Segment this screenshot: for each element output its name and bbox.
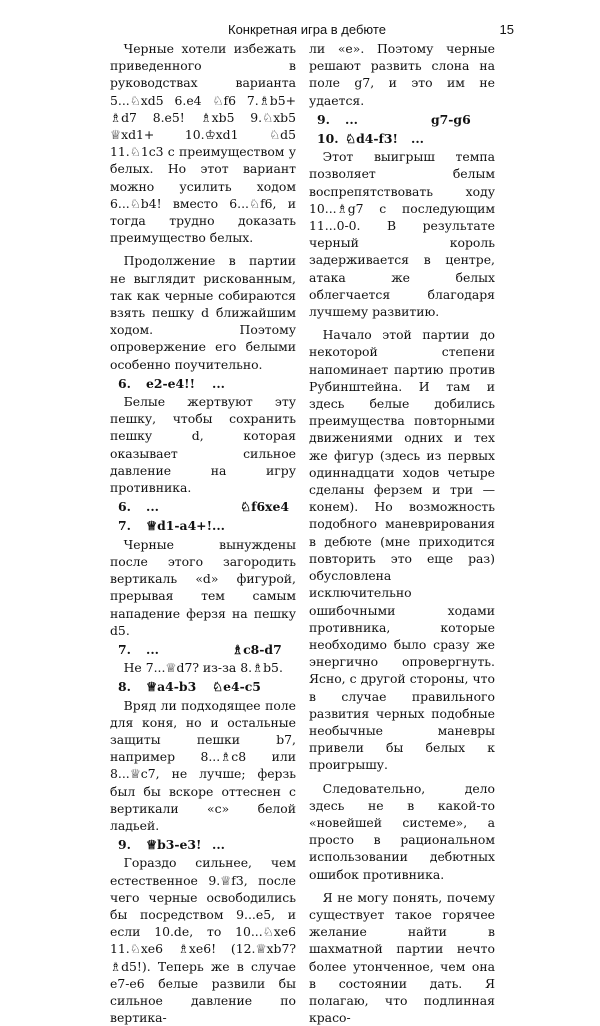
black-move: ... bbox=[411, 131, 424, 147]
white-move: ... bbox=[146, 641, 159, 657]
black-move: ♗c8-d7 bbox=[232, 641, 282, 657]
white-move: ... bbox=[146, 499, 159, 515]
paragraph: Белые жертвуют эту пешку, чтобы сохранить пешку d, которая оказывает сильное давление на игру противника. bbox=[110, 394, 296, 496]
move-number: 9. bbox=[118, 837, 131, 853]
move-number: 6. bbox=[118, 375, 131, 391]
paragraph: Гораздо сильнее, чем естественное 9.♕f3, после чего черные освободились бы посредством 9...e5, и если 10.de, то 10...♘xe6 11.♘xe6 ♗xe6! (12.♕xb7? ♗d5!). Теперь же в случае e7-e6 белые развили бы сильное давление по вертика- bbox=[110, 855, 296, 1026]
move-number: 7. bbox=[118, 641, 131, 657]
paragraph: Следовательно, дело здесь не в какой-то «новейшей системе», а просто в рациональном использовании дебютных ошибок противника. bbox=[309, 780, 495, 882]
black-move: ♘f6xe4 bbox=[240, 499, 289, 515]
page-number: 15 bbox=[499, 22, 514, 37]
paragraph: Черные вынуждены после этого загородить вертикаль «d» фигурой, прерывая тем самым нападение ферзя на пешку d5. bbox=[110, 536, 296, 638]
move-line bbox=[110, 641, 296, 658]
paragraph: ли «е». Поэтому черные решают развить слона на поле g7, и это им не удается. bbox=[309, 41, 495, 108]
paragraph: Этот выигрыш темпа позволяет белым воспрепятствовать ходу 10...♗g7 с последующим 11...0-0. В результате черный король задерживается в центре, атака же белых облегчается благодаря лучшему развитию. bbox=[309, 149, 495, 320]
white-move: ♕b3-e3! bbox=[146, 837, 202, 853]
black-move: ... bbox=[212, 518, 225, 534]
paragraph: Вряд ли подходящее поле для коня, но и остальные защиты пешки b7, например 8...♗c8 или 8...♕c7, не лучше; ферзь был бы вскоре оттеснен с вертикали «с» белой ладьей. bbox=[110, 697, 296, 833]
move-number: 6. bbox=[118, 499, 131, 515]
move-line bbox=[110, 498, 296, 515]
move-number: 8. bbox=[118, 679, 131, 695]
black-move: ... bbox=[212, 375, 225, 391]
paragraph: Черные хотели избежать приведенного в руководствах варианта 5...♘xd5 6.e4 ♘f6 7.♗b5+ ♗d7 8.e5! ♗xb5 9.♘xb5 ♕xd1+ 10.♔xd1 ♘d5 11.♘1c3 с преимуществом у белых. Но этот вариант можно усилить ходом 6...♘b4! вместо 6...♘f6, и тогда трудно доказать преимущество белых. bbox=[110, 41, 296, 246]
white-move: ♕d1-a4+! bbox=[146, 518, 213, 534]
move-line bbox=[110, 375, 296, 392]
move-number: 7. bbox=[118, 518, 131, 534]
white-move: ♕a4-b3 bbox=[146, 679, 197, 695]
paragraph: Продолжение в партии не выглядит рискованным, так как черные собираются взять пешку d ближайшим ходом. Поэтому опровержение его белыми особенно поучительно. bbox=[110, 253, 296, 372]
move-line bbox=[309, 111, 495, 128]
right-column bbox=[309, 40, 495, 1026]
move-line bbox=[110, 678, 296, 695]
chapter-title: Конкретная игра в дебюте bbox=[228, 22, 386, 37]
white-move: e2-e4!! bbox=[146, 375, 196, 391]
white-move: ... bbox=[345, 111, 358, 127]
move-number: 9. bbox=[317, 111, 330, 127]
paragraph: Не 7...♕d7? из-за 8.♗b5. bbox=[123, 660, 283, 676]
black-move: ... bbox=[212, 837, 225, 853]
move-line bbox=[110, 836, 296, 853]
move-line bbox=[309, 130, 495, 147]
black-move: g7-g6 bbox=[431, 111, 471, 127]
left-column bbox=[110, 40, 296, 1026]
move-line bbox=[110, 517, 296, 534]
black-move: ♘e4-c5 bbox=[212, 679, 261, 695]
paragraph: Я не могу понять, почему существует такое горячее желание найти в шахматной партии нечто более утонченное, чем она в состоянии дать. Я полагаю, что подлинная красо- bbox=[309, 889, 495, 1026]
move-number: 10. bbox=[317, 131, 339, 147]
paragraph: Начало этой партии до некоторой степени напоминает партию против Рубинштейна. И там и здесь белые добились преимущества повторными движениями одних и тех же фигур (здесь из первых одиннадцати ходов четыре сделаны ферзем и три — конем). Но возможность подобного маневрирования в дебюте (мне приходится повторить это еще раз) обусловлена исключительно ошибочными ходами противника, которые необходимо было сразу же энергично опровергнуть. Ясно, с другой стороны, что в случае правильного развития черных подобные необычные маневры привели бы белых к проигрышу. bbox=[309, 327, 495, 773]
white-move: ♘d4-f3! bbox=[345, 131, 398, 147]
